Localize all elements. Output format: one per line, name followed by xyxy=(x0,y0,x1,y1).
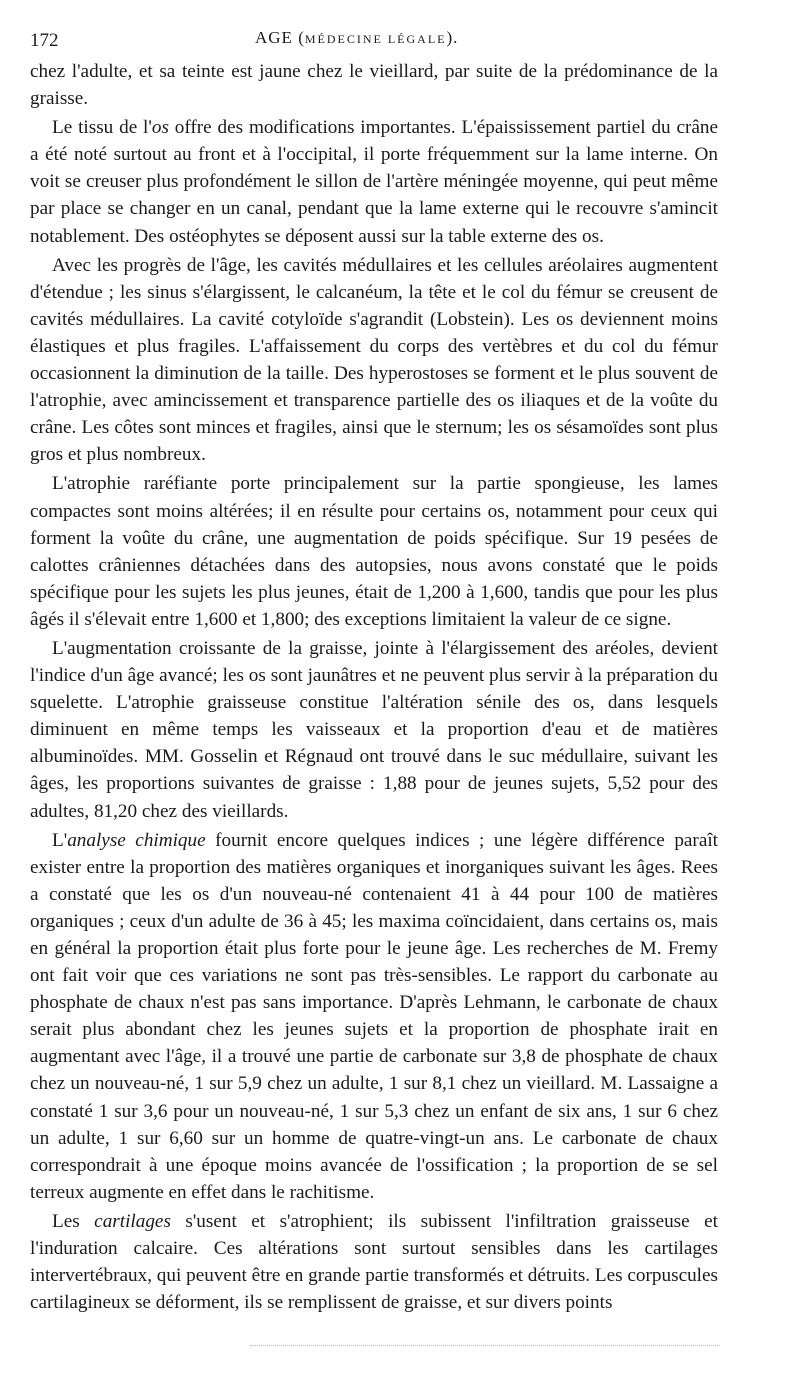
text-run: offre des modifications importantes. L'épaississement partiel du crâne a été noté surtout au front et à l'occipital, il porte fréquemment sur la lame interne. On voit se creuser plus profondément le sillon de l'artère méningée moyenne, qui peut même par place se changer en un canal, pendant que la lame externe qui le recouvre s'amincit notablement. Des ostéophytes se déposent aussi sur la table externe des os. xyxy=(30,117,718,247)
text-run: L'atrophie raréfiante porte principalement sur la partie spongieuse, les lames compactes sont moins altérées; il en résulte pour certains os, notamment pour ceux qui forment la voûte du crâne, une augmentation de poids spécifique. Sur 19 pesées de calottes crâniennes détachées dans des autopsies, nous avons constaté que le poids spécifique pour les sujets les plus jeunes, était de 1,200 à 1,600, tandis que pour les plus âgés il s'élevait entre 1,600 et 1,800; des exceptions limitaient la valeur de ce signe. xyxy=(30,473,718,630)
italic-term: cartilages xyxy=(94,1210,171,1232)
footer-dotted-rule xyxy=(250,1345,720,1346)
text-run: fournit encore quelques indices ; une légère différence paraît exister entre la proportion des matières organiques et inorganiques suivant les âges. Rees a constaté que les os d'un nouveau-né contenaient 41 à 44 pour 100 de matières organiques ; ceux d'un adulte de 36 à 45; les maxima coïncidaient, dans certains os, mais en général la proportion était plus forte pour le jeune âge. Les recherches de M. Fremy ont fait voir que ces variations ne sont pas très-sensibles. Le rapport du carbonate au phosphate de chaux n'est pas sans importance. D'après Lehmann, le carbonate de chaux serait plus abondant chez les jeunes sujets et la proportion de phosphate irait en augmentant avec l'âge, il a trouvé une partie de carbonate sur 3,8 de phosphate de chaux chez un nouveau-né, 1 sur 5,9 chez un adulte, 1 sur 8,1 chez un vieillard. M. Lassaigne a constaté 1 sur 3,6 pour un nouveau-né, 1 sur 5,3 chez un enfant de six ans, 1 sur 6 chez un adulte, 1 sur 6,60 sur un homme de quatre-vingt-un ans. Le carbonate de chaux correspondrait à une époque moins avancée de l'ossification ; la proportion de se sel terreux augmente en effet dans le rachitisme. xyxy=(30,829,718,1203)
body-text xyxy=(30,58,718,1316)
text-run: Le tissu de l' xyxy=(52,117,152,139)
text-run: chez l'adulte, et sa teinte est jaune chez le vieillard, par suite de la prédominance de la graisse. xyxy=(30,61,718,110)
running-head-close: ). xyxy=(446,28,459,47)
paragraph xyxy=(30,635,718,825)
paragraph xyxy=(30,252,718,469)
paragraph xyxy=(30,58,718,112)
paragraph xyxy=(30,1208,718,1316)
text-run: L'augmentation croissante de la graisse, jointe à l'élargissement des aréoles, devient l'indice d'un âge avancé; les os sont jaunâtres et ne peuvent plus servir à la préparation du squelette. L'atrophie graisseuse constitue l'altération sénile des os, dans lesquels diminuent en même temps les vaisseaux et la proportion d'eau et de matières albuminoïdes. MM. Gosselin et Régnaud ont trouvé dans le suc médullaire, suivant les âges, les proportions suivantes de graisse : 1,88 pour de jeunes sujets, 5,52 pour des adultes, 81,20 chez des vieillards. xyxy=(30,637,718,822)
document-page xyxy=(30,22,718,1316)
page-header xyxy=(30,22,718,50)
page-number: 172 xyxy=(30,30,59,51)
italic-term: os xyxy=(151,117,169,139)
text-run: Avec les progrès de l'âge, les cavités médullaires et les cellules aréolaires augmentent d'étendue ; les sinus s'élargissent, le calcanéum, la tête et le col du fémur se creusent de cavités médullaires. La cavité cotyloïde s'agrandit (Lobstein). Les os deviennent moins élastiques et plus fragiles. L'affaissement du corps des vertèbres et du col du fémur occasionnent la diminution de la taille. Des hyperostoses se forment et le plus souvent de l'atrophie, avec amincissement et transparence partielle des os iliaques et de la voûte du crâne. Les côtes sont minces et fragiles, ainsi que le sternum; les os sésamoïdes sont plus gros et plus nombreux. xyxy=(30,254,718,466)
paragraph xyxy=(30,114,718,249)
italic-term: analyse chimique xyxy=(67,829,206,851)
running-head-main: AGE ( xyxy=(255,28,305,47)
paragraph xyxy=(30,470,718,633)
text-run: L' xyxy=(52,829,68,851)
paragraph xyxy=(30,827,718,1206)
running-head-sub: MÉDECINE LÉGALE xyxy=(304,32,447,46)
text-run: s'usent et s'atrophient; ils subissent l'infiltration graisseuse et l'induration calcaire. Ces altérations sont surtout sensibles dans les cartilages intervertébraux, qui peuvent être en grande partie transformés et détruits. Les corpuscules cartilagineux se déforment, ils se remplissent de graisse, et sur divers points xyxy=(30,1210,718,1314)
running-head xyxy=(255,28,458,48)
text-run: Les xyxy=(52,1210,95,1232)
